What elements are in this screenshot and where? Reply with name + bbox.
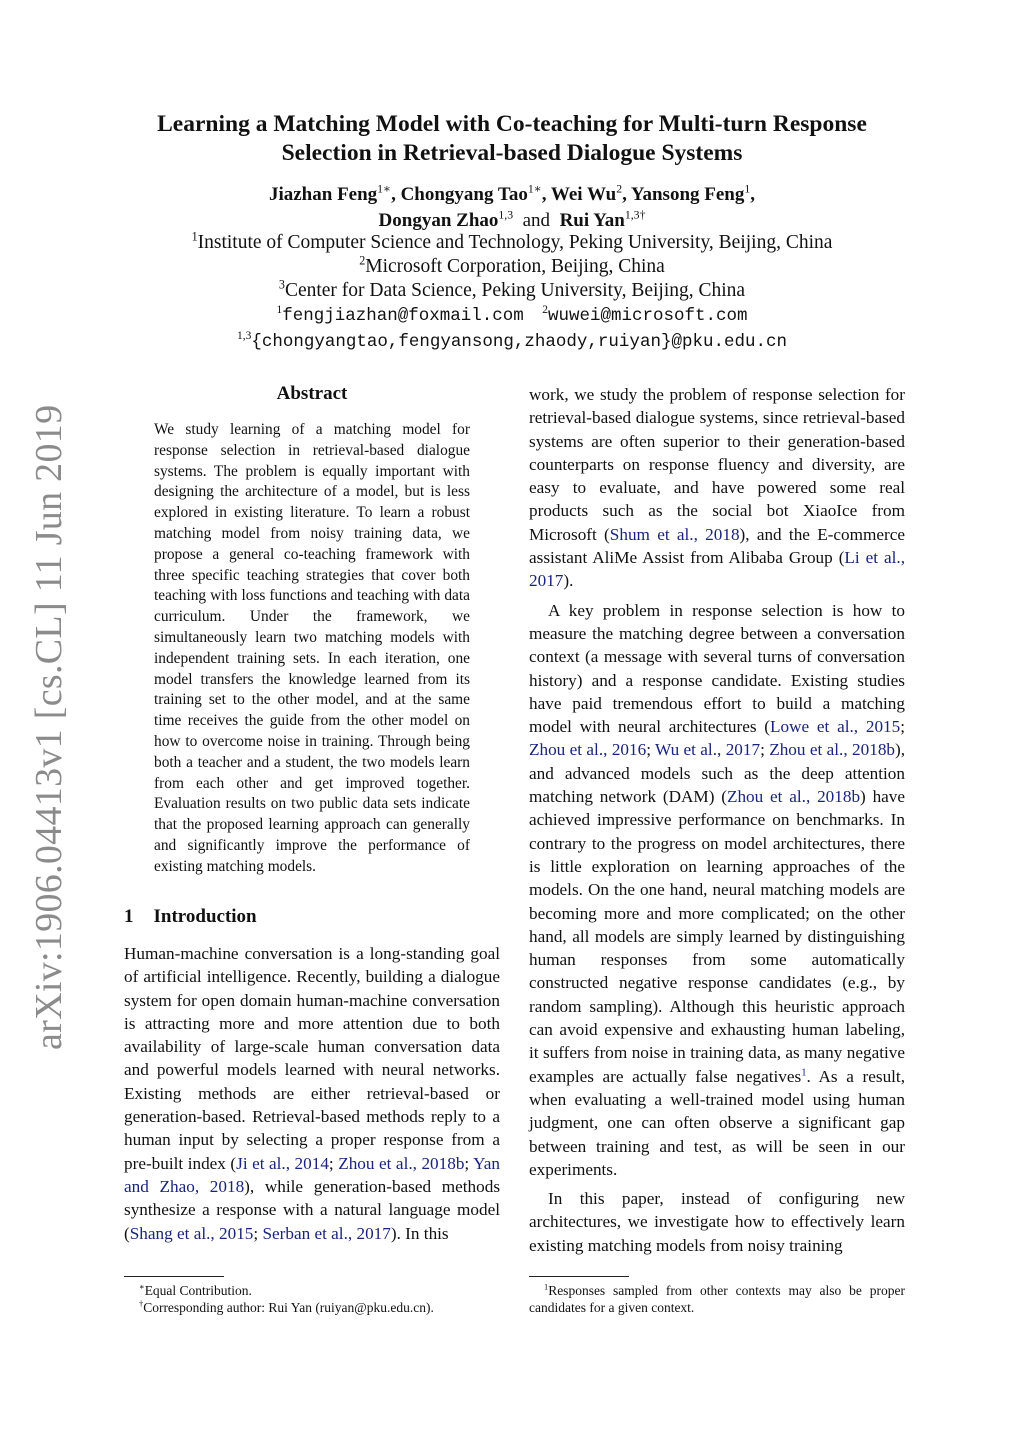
footnote-right: $^1$Responses sampled from other contexts may also be proper candidates for a given context. [529, 1282, 905, 1315]
citation-link[interactable]: Shum et al., 2018 [609, 524, 740, 544]
citation-link[interactable]: Zhou et al., 2016 [529, 740, 647, 760]
section-number: 1 [124, 906, 134, 927]
author-sup: 1∗ [377, 182, 392, 196]
author-line-1: Jiazhan Feng$^{1∗}$, Chongyang Tao$^{1∗}$, Wei Wu$^2$, Yansong Feng$^1$, [268, 182, 756, 205]
email-address[interactable]: wuwei@microsoft.com [547, 306, 748, 326]
citation-link[interactable]: Wu et al., 2017 [655, 740, 761, 760]
right-column-body [529, 383, 905, 1257]
left-column-body [124, 942, 500, 1245]
author-sup: 1 [744, 182, 751, 196]
author-name: Jiazhan Feng [268, 184, 378, 205]
body-paragraph: work, we study the problem of response selection for retrieval-based dialogue systems, since retrieval-based systems are often superior to their generation-based counterparts on response fluency and diversity, are easy to evaluate, and have powered some real products such as the social bot XiaoIce from Microsoft (Shum et al., 2018), and the E-commerce assistant AliMe Assist from Alibaba Group (Li et al., 2017). [529, 385, 905, 591]
footnotes-left [139, 1282, 519, 1316]
citation-link[interactable]: Zhou et al., 2018b [726, 787, 861, 807]
affiliation-line: $^2$Microsoft Corporation, Beijing, China [359, 253, 665, 277]
affiliation-line: $^1$Institute of Computer Science and Technology, Peking University, Beijing, China [191, 229, 833, 253]
abstract-text: We study learning of a matching model for response selection in retrieval-based dialogue systems. The problem is equally important with designing the architecture of a model, but is less explored in existing literature. To learn a robust matching model from noisy training data, we propose a general co-teaching framework with three specific teaching strategies that cover both teaching with loss functions and teaching with data curriculum. Under the framework, we simultaneously learn two matching models with independent training sets. In each iteration, one model transfers the knowledge learned from its training set to the other model, and at the same time receives the guide from the other model on how to overcome noise in training. Through being both a teacher and a student, the two models learn from each other and get improved together. Evaluation results on two public data sets indicate that the proposed learning approach can generally and significantly improve the performance of existing matching models. [154, 421, 470, 875]
section-heading [124, 906, 257, 928]
affiliations [0, 231, 1024, 303]
author-sup: 1,3† [624, 208, 646, 222]
email-address[interactable]: fengjiazhan@foxmail.com [282, 306, 524, 326]
affiliation-line: $^3$Center for Data Science, Peking University, Beijing, China [278, 277, 746, 301]
section-title: Introduction [153, 906, 257, 927]
citation-link[interactable]: Yan and Zhao, 2018 [124, 1153, 500, 1196]
author-sup: 2 [616, 182, 623, 196]
abstract-heading: Abstract [276, 383, 348, 404]
citation-link[interactable]: Lowe et al., 2015 [770, 717, 901, 737]
footnote-ref[interactable]: 1 [801, 1066, 807, 1078]
email-list [0, 303, 1024, 355]
citation-link[interactable]: Zhou et al., 2018b [769, 740, 895, 760]
body-paragraph: In this paper, instead of configuring new architectures, we investigate how to effectively learn existing matching models from noisy training [529, 1189, 905, 1255]
citation-link[interactable]: Zhou et al., 2018b [338, 1153, 465, 1173]
author-name: Rui Yan [559, 210, 625, 231]
and-word: and [522, 210, 551, 231]
footnote: ∗Equal Contribution. [139, 1282, 252, 1298]
footnote: †Corresponding author: Rui Yan (ruiyan@pku.edu.cn). [139, 1299, 434, 1315]
author-sup: 1∗ [527, 182, 542, 196]
footnote-rule [529, 1276, 629, 1277]
author-name: Dongyan Zhao [378, 210, 499, 231]
email-line-1: $^1$fengjiazhan@foxmail.com $^2$wuwei@microsoft.com [276, 303, 748, 326]
citation-link[interactable]: Shang et al., 2015 [129, 1223, 254, 1243]
author-list [0, 182, 1024, 234]
arxiv-side-label: arXiv:1906.04413v1 [cs.CL] 11 Jun 2019 [28, 404, 70, 1050]
paper-title [0, 110, 1024, 168]
email-line-2: $^{1,3}${chongyangtao,fengyansong,zhaody,ruiyan}@pku.edu.cn [237, 329, 787, 352]
email-address[interactable]: {chongyangtao,fengyansong,zhaody,ruiyan}@pku.edu.cn [251, 332, 787, 352]
title-line-1: Learning a Matching Model with Co-teaching for Multi-turn Response [157, 111, 867, 137]
author-name: Yansong Feng [630, 184, 745, 205]
citation-link[interactable]: Li et al., 2017 [529, 548, 905, 591]
citation-link[interactable]: Serban et al., 2017 [262, 1223, 391, 1243]
author-sup: 1,3 [498, 208, 514, 222]
title-line-2: Selection in Retrieval-based Dialogue Systems [281, 140, 743, 166]
author-name: Wei Wu [550, 184, 617, 205]
footnote-rule [124, 1276, 224, 1277]
intro-paragraph: Human-machine conversation is a long-standing goal of artificial intelligence. Recently, building a dialogue system for open domain human-machine conversation is attracting more and more attention due to both availability of large-scale human conversation data and powerful models learned with neural networks. Existing methods are either retrieval-based or generation-based. Retrieval-based methods reply to a human input by selecting a proper response from a pre-built index (Ji et al., 2014; Zhou et al., 2018b; Yan and Zhao, 2018), while generation-based methods synthesize a response with a natural language model (Shang et al., 2015; Serban et al., 2017). In this [124, 944, 501, 1243]
citation-link[interactable]: Ji et al., 2014 [236, 1153, 329, 1173]
body-paragraph: A key problem in response selection is how to measure the matching degree between a conversation context (a message with several turns of conversation history) and a response candidate. Existing studies have paid tremendous effort to build a matching model with neural architectures (Lowe et al., 2015; Zhou et al., 2016; Wu et al., 2017; Zhou et al., 2018b), and advanced models such as the deep attention matching network (DAM) (Zhou et al., 2018b) have achieved impressive performance on benchmarks. In contrary to the progress on model architectures, there is little exploration on learning approaches of the models. On the one hand, neural matching models are becoming more and more complicated; on the other hand, all models are simply learned by distinguishing human responses from some automatically constructed negative response candidates (e.g., by random sampling). Although this heuristic approach can avoid expensive and exhausting human labeling, it suffers from noise in training data, as many negative examples are actually false negatives$^1$. As a result, when evaluating a well-trained model using human judgment, one can often observe a significant gap between training and test, as will be seen in our experiments. [529, 600, 906, 1179]
author-name: Chongyang Tao [400, 184, 528, 205]
